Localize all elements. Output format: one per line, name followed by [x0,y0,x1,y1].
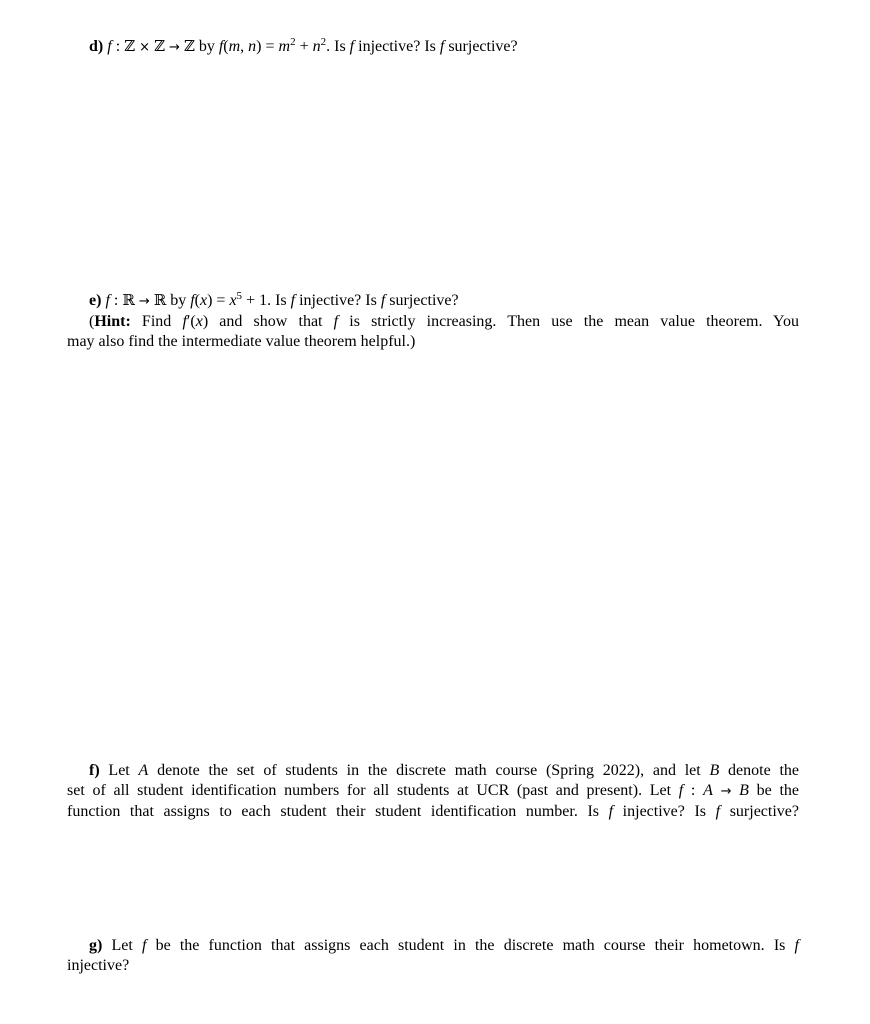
problem-d-label: d) [89,38,104,55]
problem-f-line-3: function that assigns to each student their student identification number. Is f injective? Is f surjective? [67,803,799,820]
problem-d-math: f : ℤ × ℤ → ℤ by f(m, $n) = m^2 + n^2$. [107,36,331,55]
problem-e-question: Is f injective? Is f surjective? [275,292,459,309]
problem-e-hint-line-1: (Hint: Find f′(x) and show that f is strictly increasing. Then use the mean value theorem. You [89,313,800,330]
problem-f [67,761,799,822]
problem-e-label: e) [89,292,102,309]
problem-g-line-1: g) Let f be the function that assigns each student in the discrete math course their hometown. Is f [89,937,799,954]
problem-e-line-1 [67,290,799,312]
problem-e-math: f : ℝ → ℝ by $f(x) = x^5 + 1$. [105,290,272,309]
problem-f-label: f) [89,762,100,779]
problem-d-line-1 [67,36,799,58]
problem-e-hint-label: Hint: [94,313,131,330]
problem-f-line-2: set of all student identification numbers for all students at UCR (past and present). Let f : A → B be the [67,782,799,799]
problem-d [67,36,799,58]
problem-e [67,290,799,352]
problem-d-question: Is f injective? Is f surjective? [334,38,518,55]
problem-g [67,936,799,976]
problem-g-label: g) [89,937,103,954]
problem-g-line-2: injective? [67,957,130,974]
problem-e-hint-line-2: may also find the intermediate value theorem helpful.) [67,333,416,350]
problem-f-line-1: f) Let A denote the set of students in the discrete math course (Spring 2022), and let B denote the [89,762,799,779]
